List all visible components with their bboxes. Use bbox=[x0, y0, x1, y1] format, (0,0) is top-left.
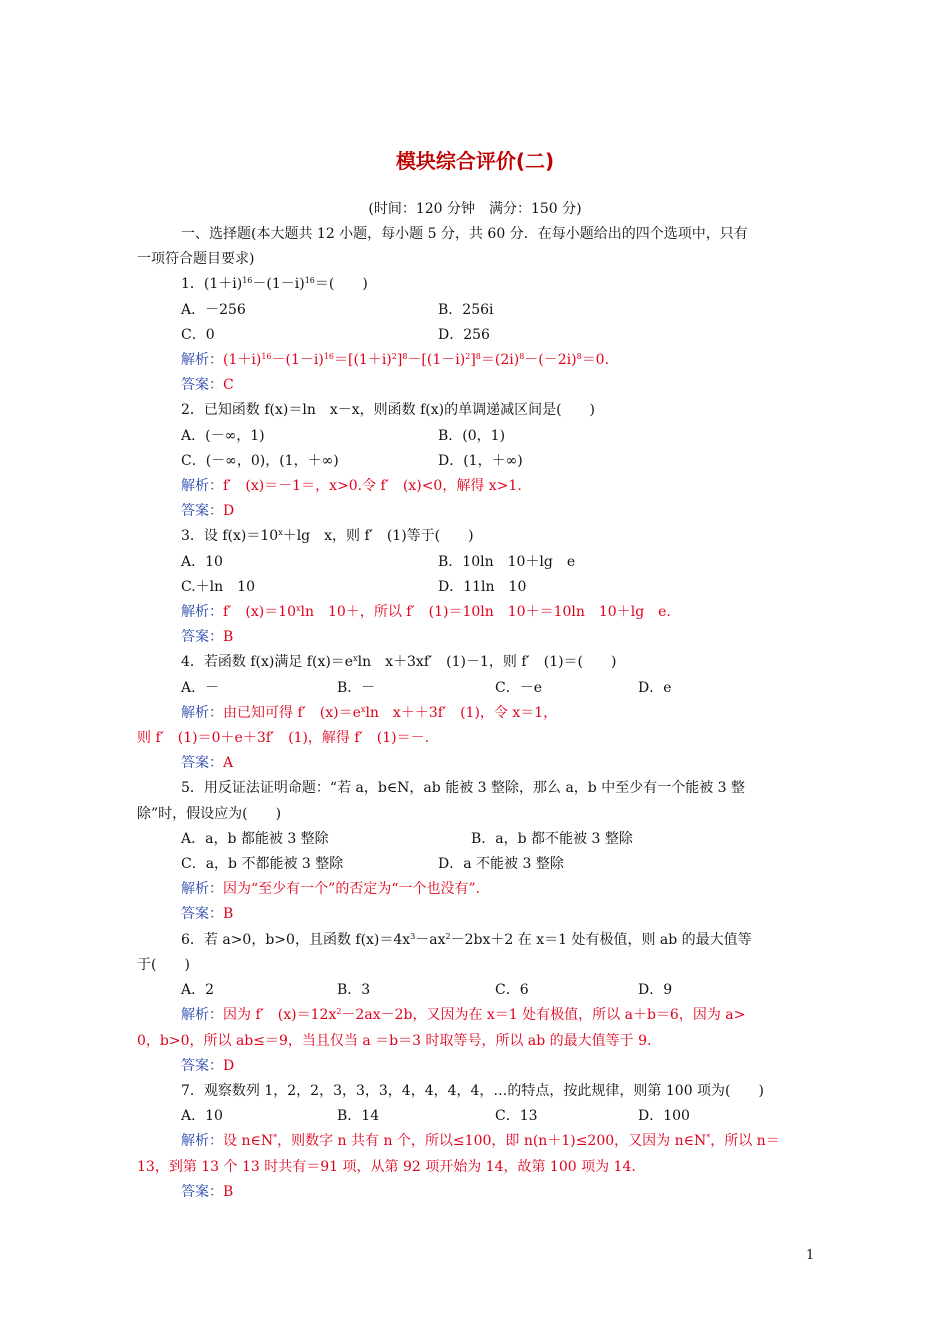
question-1-answer: 答案：C bbox=[181, 377, 234, 394]
page-number: 1 bbox=[806, 1248, 815, 1263]
question-2-answer: 答案：D bbox=[181, 503, 235, 520]
section-heading: 一、选择题(本大题共 12 小题，每小题 5 分，共 60 分．在每小题给出的四个选项中，只有 bbox=[181, 226, 748, 242]
question-7-analysis: 解析：设 n∈N*，则数字 n 共有 n 个，所以≤100，即 n(n＋1)≤200，又因为 n∈N*，所以 n＝ bbox=[181, 1133, 780, 1150]
option-d: D．e bbox=[638, 679, 672, 696]
option-a: A．(－∞，1) bbox=[181, 427, 265, 444]
option-d: D．(1，＋∞) bbox=[438, 452, 523, 469]
option-c: C．0 bbox=[181, 326, 215, 343]
question-5-options-row2 bbox=[137, 852, 817, 877]
question-4-analysis: 解析：由已知可得 f′ $(x)=e^x\ln$ x＋＋3f′ (1)，令 x＝1， bbox=[181, 704, 558, 721]
option-d: D．11ln 10 bbox=[438, 578, 527, 595]
option-b: B．256i bbox=[438, 301, 494, 318]
option-a: A．－256 bbox=[181, 301, 246, 318]
question-4-analysis-cont: 则 f′ (1)＝0＋e＋3f′ (1)，解得 f′ (1)＝－. bbox=[137, 730, 430, 747]
question-5-stem-cont: 除”时，假设应为( ) bbox=[137, 805, 282, 822]
question-7-answer: 答案：B bbox=[181, 1183, 234, 1200]
question-4-options bbox=[137, 676, 817, 701]
question-5-answer: 答案：B bbox=[181, 906, 234, 923]
question-5-stem: 5．用反证法证明命题：“若 a，b∈N，ab 能被 3 整除，那么 a，b 中至少有一个能被 3 整 bbox=[181, 780, 746, 797]
option-a: A．a，b 都能被 3 整除 bbox=[181, 830, 329, 847]
option-b: B．a，b 都不能被 3 整除 bbox=[471, 830, 633, 847]
option-a: A．10 bbox=[181, 553, 223, 570]
question-6-analysis: 解析：因为 f′ $(x)=12x^2-2ax-2b$，又因为在 x＝1 处有极值，所以 a＋b＝6，因为 a> bbox=[181, 1007, 746, 1024]
option-c: C．－e bbox=[495, 679, 542, 696]
question-1-options-row1 bbox=[137, 298, 817, 323]
option-d: D．9 bbox=[638, 982, 673, 999]
question-2-options-row1 bbox=[137, 424, 817, 449]
option-c: C.＋ln 10 bbox=[181, 578, 255, 595]
option-c: C．6 bbox=[495, 982, 529, 999]
question-7-analysis-cont: 13，到第 13 个 13 时共有＝91 项，从第 92 项开始为 14，故第 100 项为 14. bbox=[137, 1158, 636, 1175]
option-c: C．(－∞，0)，(1，＋∞) bbox=[181, 452, 339, 469]
option-a: A．10 bbox=[181, 1108, 223, 1125]
question-1-analysis: 解析：$(1+i)^{16}-(1-i)^{16}=[(1+i)^2]^8-[(1-i)^2]^8=(2i)^8-(-2i)^8=0$. bbox=[181, 352, 610, 369]
option-a: A．2 bbox=[181, 982, 215, 999]
option-b: B．(0，1) bbox=[438, 427, 506, 444]
question-1-options-row2 bbox=[137, 323, 817, 348]
question-6-answer: 答案：D bbox=[181, 1057, 235, 1074]
question-6-options bbox=[137, 978, 817, 1003]
question-2-options-row2 bbox=[137, 449, 817, 474]
question-7-options bbox=[137, 1104, 817, 1129]
question-2-analysis: 解析：f′ (x)＝－1＝，x>0.令 f′ (x)<0，解得 x>1. bbox=[181, 478, 522, 495]
question-6-analysis-cont: 0，b>0，所以 ab≤＝9，当且仅当 a ＝b＝3 时取等号，所以 ab 的最大值等于 9. bbox=[137, 1032, 652, 1049]
question-3-analysis: 解析：f′ $(x)=10^x\ln$ 10＋，所以 f′ (1)＝10ln 10＋＝10ln 10＋lg e. bbox=[181, 604, 671, 621]
question-3-stem: 3．设 $f(x)=10^x+\lg$ x，则 f′ (1)等于( ) bbox=[181, 528, 474, 545]
question-4-stem: 4．若函数 f(x)满足 $f(x)=e^x\ln$ x＋3xf′ (1)－1，则 f′ (1)＝( ) bbox=[181, 654, 617, 671]
section-heading-cont: 一项符合题目要求) bbox=[137, 251, 255, 268]
option-b: B．3 bbox=[337, 982, 371, 999]
question-1-stem: 1．$(1+i)^{16}-(1-i)^{16}=$( ) bbox=[181, 276, 368, 293]
exam-info: (时间：120 分钟 满分：150 分) bbox=[368, 201, 582, 217]
option-d: D．a 不能被 3 整除 bbox=[438, 856, 564, 873]
question-6-stem: 6．若 a>0，b>0，且函数 $f(x)=4x^3-ax^2-2bx+2$ 在 x＝1 处有极值，则 ab 的最大值等 bbox=[181, 931, 752, 948]
option-c: C．a，b 不都能被 3 整除 bbox=[181, 856, 344, 873]
question-5-options-row1 bbox=[137, 827, 817, 852]
question-3-options-row1 bbox=[137, 550, 817, 575]
page-title: 模块综合评价(二) bbox=[395, 149, 555, 173]
question-7-stem: 7．观察数列 1，2，2，3，3，3，4，4，4，4，…的特点，按此规律，则第 100 项为( ) bbox=[181, 1082, 764, 1099]
option-c: C．13 bbox=[495, 1108, 538, 1125]
question-3-answer: 答案：B bbox=[181, 629, 234, 646]
question-5-analysis: 解析：因为“至少有一个”的否定为“一个也没有”． bbox=[181, 881, 490, 898]
question-3-options-row2 bbox=[137, 575, 817, 600]
question-4-answer: 答案：A bbox=[181, 755, 234, 772]
option-d: D．256 bbox=[438, 326, 490, 343]
question-6-stem-cont: 于( ) bbox=[137, 956, 190, 973]
document-body bbox=[137, 222, 817, 1205]
option-d: D．100 bbox=[638, 1108, 690, 1125]
option-a: A．－ bbox=[181, 679, 220, 696]
option-b: B．－ bbox=[337, 679, 376, 696]
option-b: B．14 bbox=[337, 1108, 380, 1125]
option-b: B．10ln 10＋lg e bbox=[438, 553, 576, 570]
question-2-stem: 2．已知函数 f(x)＝ln x－x，则函数 f(x)的单调递减区间是( ) bbox=[181, 402, 596, 419]
